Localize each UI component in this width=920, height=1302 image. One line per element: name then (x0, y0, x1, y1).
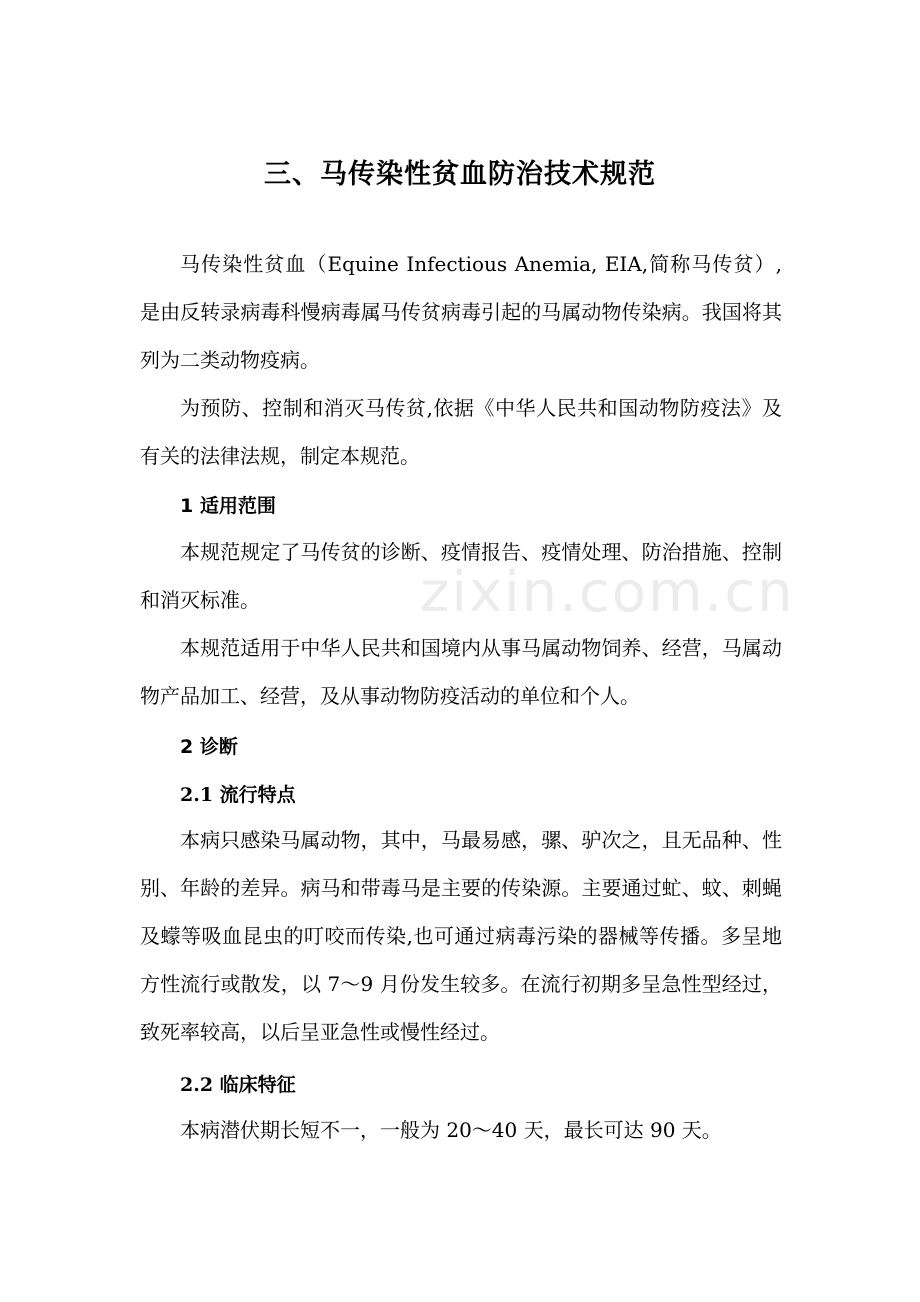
section-1-heading: 1 适用范围 (180, 495, 276, 517)
watermark: zixin.com.cn (420, 560, 795, 625)
section-1-paragraph-1: 本规范规定了马传贫的诊断、疫情报告、疫情处理、防治措施、控制和消灭标准。 (140, 540, 782, 612)
section-2-1-paragraph: 本病只感染马属动物，其中，马最易感，骡、驴次之，且无品种、性别、年龄的差异。病马和带毒马是主要的传染源。主要通过虻、蚊、刺蝇及蠓等吸血昆虫的叮咬而传染,也可通过病毒污染的器械等传播。多呈地方性流行或散发，以 7～9 月份发生较多。在流行初期多呈急性型经过，致死率较高，以后呈亚急性或慢性经过。 (140, 828, 782, 1044)
document-title: 三、马传染性贫血防治技术规范 (264, 159, 656, 190)
section-2-2-paragraph: 本病潜伏期长短不一，一般为 20～40 天，最长可达 90 天。 (180, 1118, 722, 1142)
intro-paragraph-2: 为预防、控制和消灭马传贫,依据《中华人民共和国动物防疫法》及有关的法律法规，制定本规范。 (140, 396, 782, 468)
section-1-paragraph-2: 本规范适用于中华人民共和国境内从事马属动物饲养、经营，马属动物产品加工、经营，及从事动物防疫活动的单位和个人。 (140, 636, 782, 708)
section-2-2-heading: 2.2 临床特征 (180, 1074, 296, 1096)
section-2-1-heading: 2.1 流行特点 (180, 784, 296, 806)
intro-paragraph-1: 马传染性贫血（Equine Infectious Anemia, EIA,简称马传贫）,是由反转录病毒科慢病毒属马传贫病毒引起的马属动物传染病。我国将其列为二类动物疫病。 (140, 252, 782, 372)
section-2-heading: 2 诊断 (180, 736, 238, 758)
